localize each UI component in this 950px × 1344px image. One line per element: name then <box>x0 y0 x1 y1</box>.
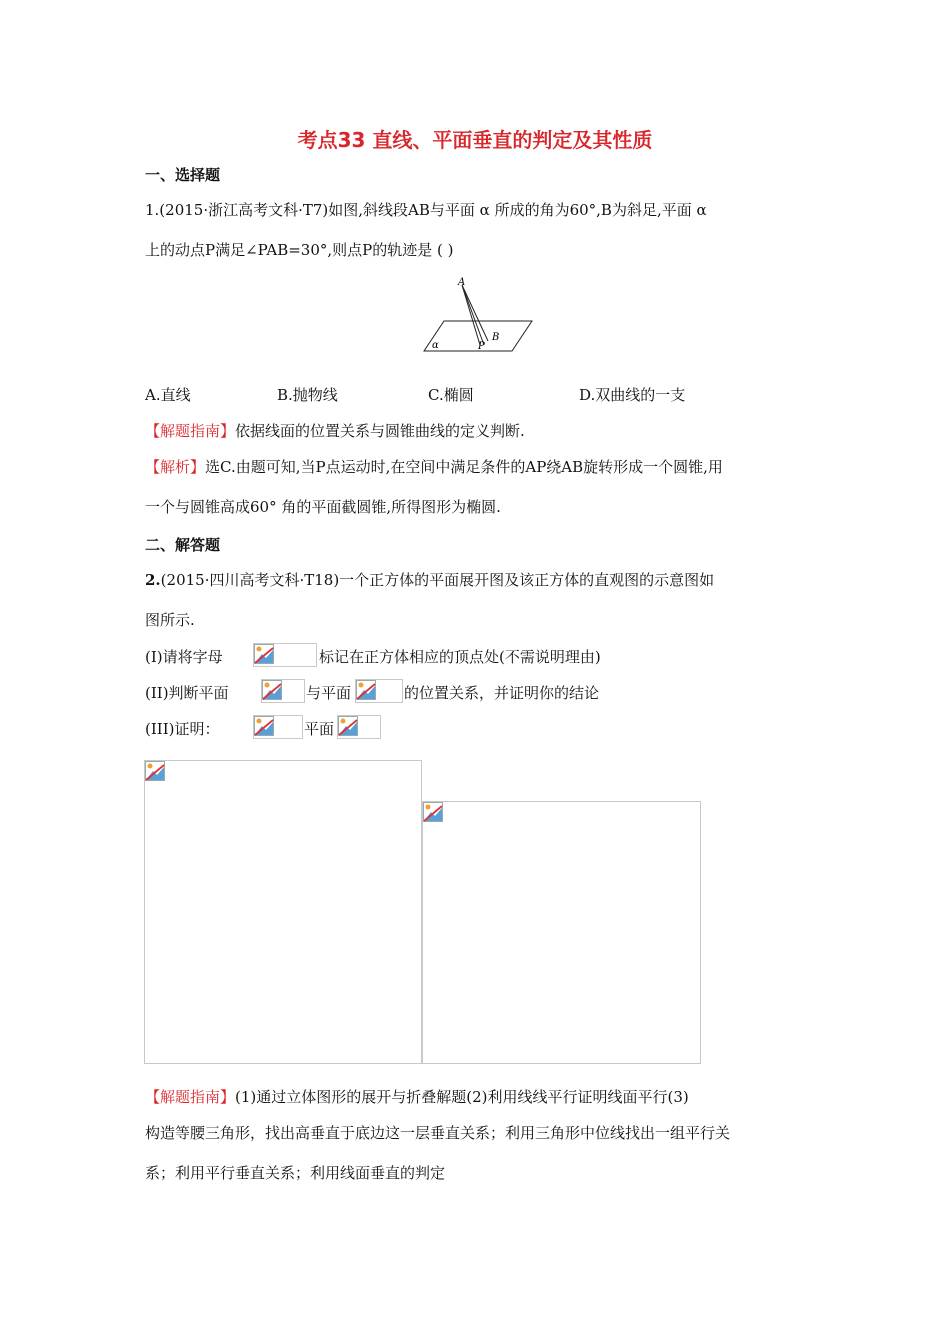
q2-part-i-a: (I)请将字母 <box>145 648 223 666</box>
option-d: D.双曲线的一支 <box>579 386 686 404</box>
q2-hint-text-1: (1)通过立体图形的展开与折叠解题(2)利用线线平行证明线面平行(3) <box>235 1088 689 1106</box>
section-heading-answer: 二、解答题 <box>145 536 221 554</box>
q2-text-line2: 图所示. <box>145 611 195 629</box>
q2-text-line1 <box>145 570 714 590</box>
hint-tag: 【解题指南】 <box>145 1088 236 1106</box>
q1-analysis-line2: 一个与圆锥高成60° 角的平面截圆锥,所得图形为椭圆. <box>145 498 501 516</box>
broken-image-icon <box>338 716 358 736</box>
broken-image-icon <box>356 680 376 700</box>
q1-text-line1: 1.(2015·浙江高考文科·T7)如图,斜线段AB与平面 α 所成的角为60°,B为斜足,平面 α <box>145 201 707 219</box>
q2-hint-line2: 构造等腰三角形，找出高垂直于底边这一层垂直关系；利用三角形中位线找出一组平行关 <box>145 1124 731 1142</box>
q2-text-1: (2015·四川高考文科·T18)一个正方体的平面展开图及该正方体的直观图的示意图如 <box>160 571 715 589</box>
q2-part-ii-c: 的位置关系，并证明你的结论 <box>404 684 600 702</box>
label-b: B <box>492 332 500 343</box>
q2-number: 2. <box>145 571 161 589</box>
q2-part-ii-a: (II)判断平面 <box>145 684 229 702</box>
broken-image-icon <box>423 802 443 822</box>
cube-net-image <box>144 760 422 1064</box>
page-title: 考点33 直线、平面垂直的判定及其性质 <box>297 128 653 152</box>
q2-part-ii-b: 与平面 <box>306 684 352 702</box>
broken-image-icon <box>262 680 282 700</box>
option-b: B.抛物线 <box>277 386 338 404</box>
analysis-tag: 【解析】 <box>145 458 206 476</box>
label-alpha: α <box>432 340 439 351</box>
q1-hint <box>145 421 525 441</box>
q2-hint-line1 <box>145 1087 689 1107</box>
broken-image-icon <box>254 716 274 736</box>
inline-formula-image <box>253 715 303 739</box>
q2-part-i-b: 标记在正方体相应的顶点处(不需说明理由) <box>319 648 601 666</box>
hint-tag: 【解题指南】 <box>145 422 236 440</box>
q1-geometry-figure <box>420 275 538 357</box>
section-heading-choice: 一、选择题 <box>145 166 221 184</box>
option-c: C.椭圆 <box>428 386 474 404</box>
q2-hint-line3: 系；利用平行垂直关系；利用线面垂直的判定 <box>145 1164 446 1182</box>
inline-formula-image <box>253 643 317 667</box>
cube-view-image <box>422 801 701 1064</box>
analysis-text-1: 选C.由题可知,当P点运动时,在空间中满足条件的AP绕AB旋转形成一个圆锥,用 <box>205 458 723 476</box>
q1-analysis-line1 <box>145 457 723 477</box>
inline-formula-image <box>261 679 305 703</box>
hint-text: 依据线面的位置关系与圆锥曲线的定义判断. <box>235 422 525 440</box>
inline-formula-image <box>337 715 381 739</box>
label-p: P <box>478 341 485 352</box>
q2-part-iii-b: 平面 <box>304 720 335 738</box>
label-a: A <box>458 277 466 288</box>
inline-formula-image <box>355 679 403 703</box>
q1-text-line2: 上的动点P满足∠PAB=30°,则点P的轨迹是 ( ) <box>145 241 454 259</box>
broken-image-icon <box>254 644 274 664</box>
q2-part-iii-a: (III)证明： <box>145 720 220 738</box>
broken-image-icon <box>145 761 165 781</box>
option-a: A.直线 <box>145 386 191 404</box>
